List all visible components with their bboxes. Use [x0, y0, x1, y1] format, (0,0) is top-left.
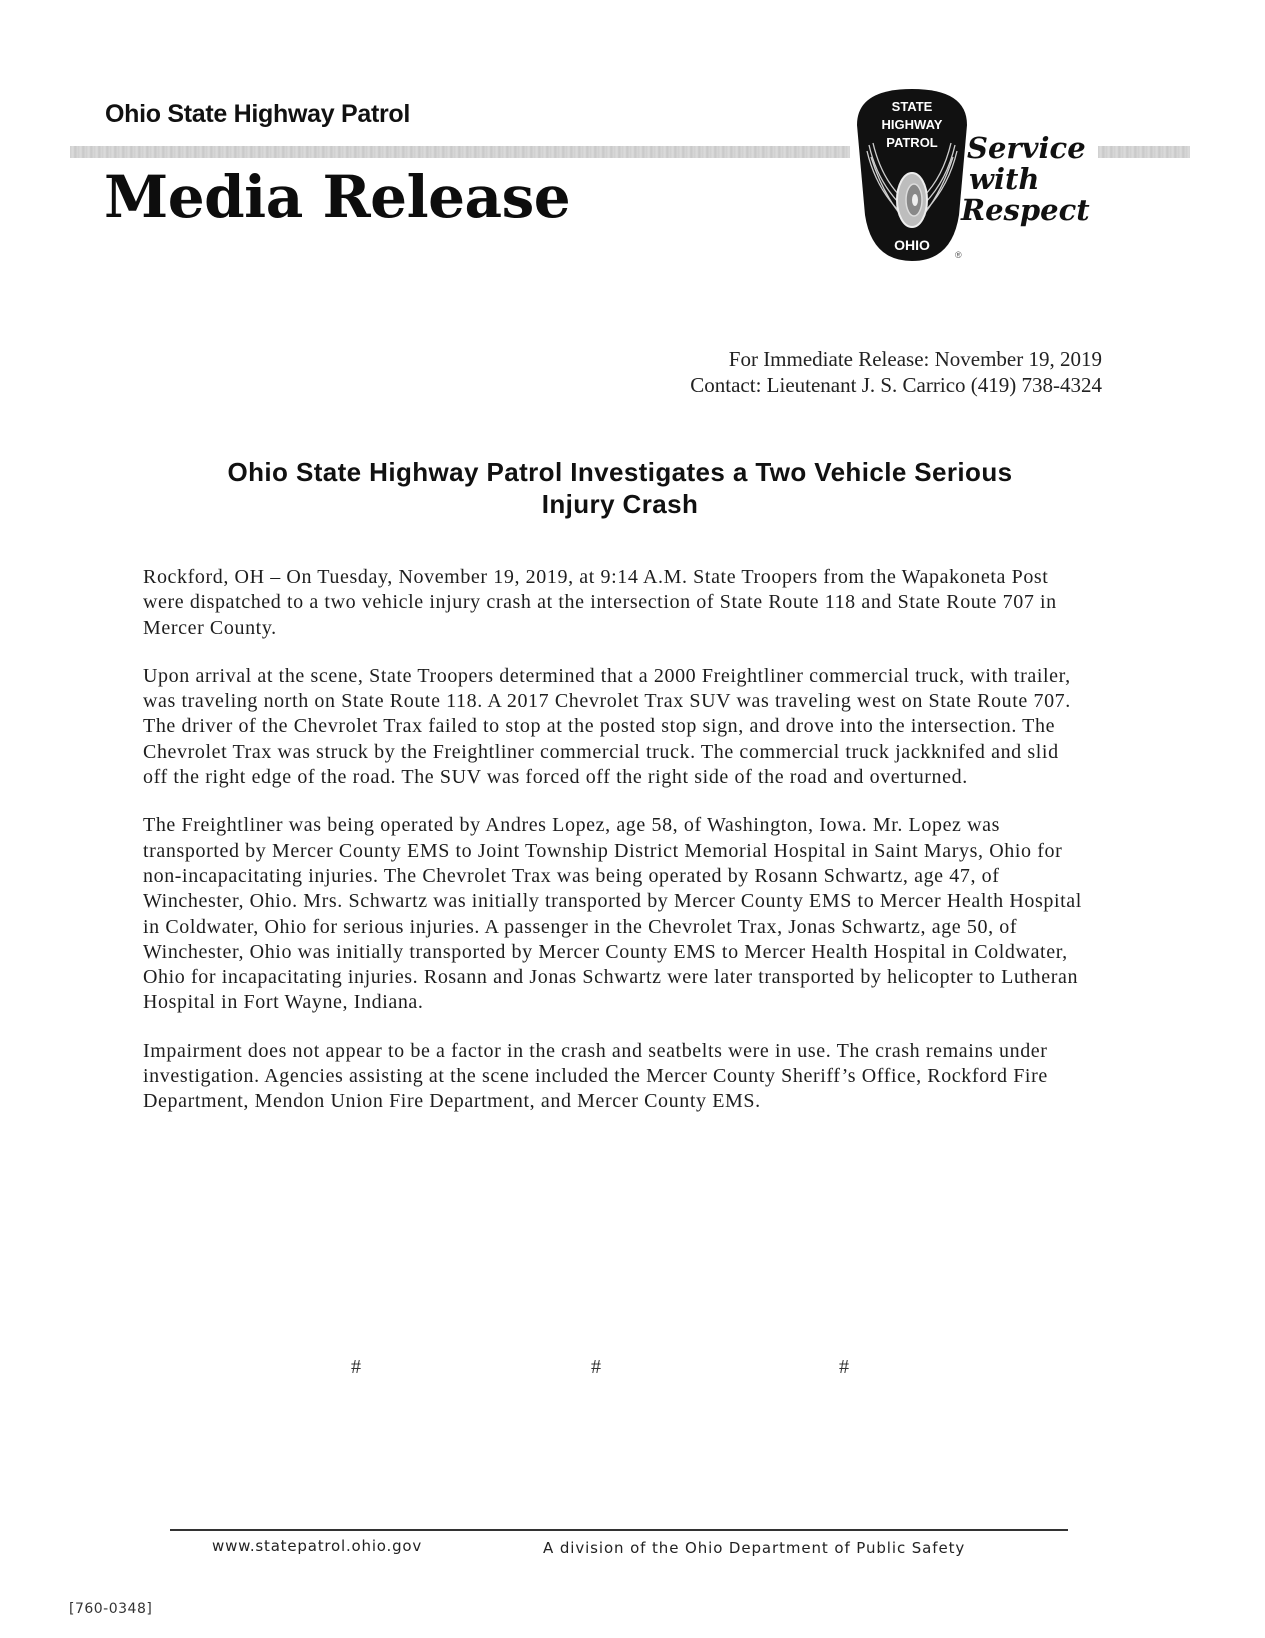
document-title: Media Release	[104, 163, 571, 231]
headline	[120, 456, 1120, 520]
footer-website-link[interactable]: www.statepatrol.ohio.gov	[212, 1537, 423, 1555]
body-paragraph: Impairment does not appear to be a factor in the crash and seatbelts were in use. The crash remains under investigation. Agencies assisting at the scene included the Mercer County Sheriff’s Office, Rockford Fire Department, Mendon Union Fire Department, and Mercer County EMS.	[143, 1039, 1048, 1113]
state-highway-patrol-badge-logo	[847, 85, 977, 265]
footer-division-text: A division of the Ohio Department of Public Safety	[543, 1539, 966, 1557]
badge-text-state: STATE	[891, 99, 933, 114]
form-code: [760-0348]	[69, 1601, 153, 1617]
badge-text-ohio: OHIO	[894, 237, 930, 253]
release-body	[143, 565, 1088, 1138]
agency-name: Ohio State Highway Patrol	[105, 100, 411, 128]
slogan-line-with: with	[969, 162, 1040, 196]
slogan	[961, 131, 1090, 227]
headline-line-2: Injury Crash	[541, 489, 699, 519]
footer-rule	[170, 1529, 1068, 1531]
badge-icon	[847, 85, 977, 265]
end-mark: #	[591, 1356, 601, 1378]
end-mark: #	[839, 1356, 849, 1378]
end-mark: #	[351, 1356, 361, 1378]
body-paragraph: Upon arrival at the scene, State Troopers determined that a 2000 Freightliner commercial truck, with trailer, was traveling north on State Route 118. A 2017 Chevrolet Trax SUV was traveling west on State Route 707. The driver of the Chevrolet Trax failed to stop at the posted stop sign, and drove into the intersection. The Chevrolet Trax was struck by the Freightliner commercial truck. The commercial truck jackknifed and slid off the right edge of the road. The SUV was forced off the right side of the road and overturned.	[143, 664, 1071, 789]
header-divider-bar	[70, 146, 850, 158]
contact-line: Contact: Lieutenant J. S. Carrico (419) 738-4324	[690, 373, 1102, 397]
badge-text-patrol: PATROL	[886, 135, 938, 150]
release-date-line: For Immediate Release: November 19, 2019	[728, 347, 1102, 371]
registered-mark: ®	[955, 250, 962, 260]
badge-text-highway: HIGHWAY	[881, 117, 943, 132]
headline-line-1: Ohio State Highway Patrol Investigates a Two Vehicle Serious	[227, 457, 1013, 487]
release-info	[690, 346, 1102, 398]
slogan-line-service: Service	[967, 131, 1086, 165]
header-divider-bar-right	[1098, 146, 1190, 158]
body-paragraph: Rockford, OH – On Tuesday, November 19, 2019, at 9:14 A.M. State Troopers from the Wapakoneta Post were dispatched to a two vehicle injury crash at the intersection of State Route 118 and State Route 707 in Mercer County.	[143, 566, 1057, 639]
body-paragraph: The Freightliner was being operated by Andres Lopez, age 58, of Washington, Iowa. Mr. Lopez was transported by Mercer County EMS to Joint Township District Memorial Hospital in Saint Marys, Ohio for non-incapacitating injuries. The Chevrolet Trax was being operated by Rosann Schwartz, age 47, of Winchester, Ohio. Mrs. Schwartz was initially transported by Mercer County EMS to Mercer Health Hospital in Coldwater, Ohio for serious injuries. A passenger in the Chevrolet Trax, Jonas Schwartz, age 50, of Winchester, Ohio was initially transported by Mercer County EMS to Mercer Health Hospital in Coldwater, Ohio for incapacitating injuries. Rosann and Jonas Schwartz were later transported by helicopter to Lutheran Hospital in Fort Wayne, Indiana.	[143, 814, 1082, 1014]
slogan-line-respect: Respect	[961, 193, 1090, 227]
